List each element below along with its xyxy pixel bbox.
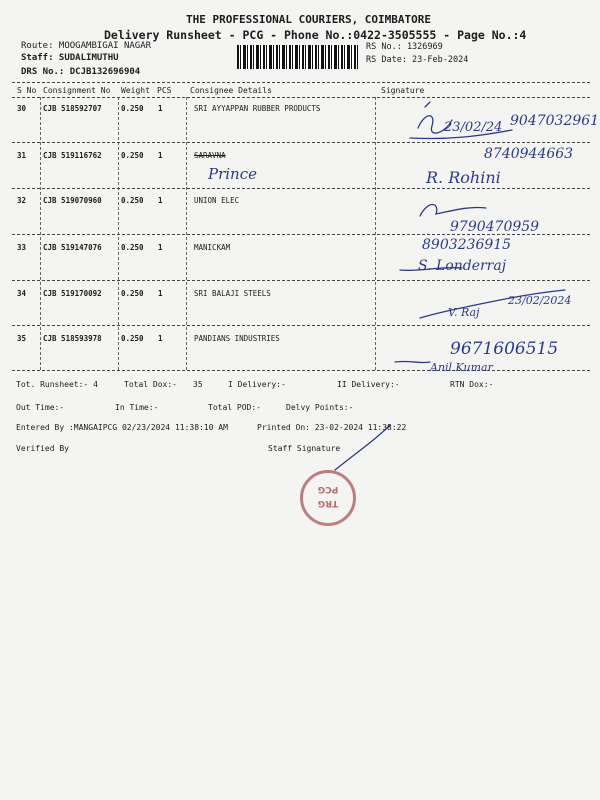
rs-number: RS No.: 1326969 — [366, 42, 443, 52]
company-stamp — [300, 470, 356, 526]
row-consignment: CJB 518592707 — [43, 104, 102, 113]
row-sno: 33 — [17, 243, 27, 252]
col-sno: S No — [17, 86, 37, 95]
row-sno: 34 — [17, 289, 27, 298]
in-time: In Time:- — [115, 403, 159, 412]
ii-delivery: II Delivery:- — [337, 380, 400, 389]
row-sno: 30 — [17, 104, 27, 113]
row-pcs: 1 — [158, 289, 163, 298]
row34-signature: V. Raj — [448, 306, 480, 319]
total-pod: Total POD:- — [208, 403, 261, 412]
row-consignee: SRI BALAJI STEELS — [194, 289, 271, 298]
row-pcs: 1 — [158, 243, 163, 252]
rs-date: RS Date: 23-Feb-2024 — [366, 55, 469, 65]
row-consignee: SRI AYYAPPAN RUBBER PRODUCTS — [194, 104, 321, 113]
row-weight: 0.250 — [121, 289, 144, 298]
row33-phone: 8903236915 — [422, 237, 512, 253]
stamp-text-trg: TRG — [317, 498, 339, 508]
row-pcs: 1 — [158, 196, 163, 205]
route-label: Route: MOOGAMBIGAI NAGAR — [21, 41, 152, 51]
row-consignee: SARAVNA — [194, 151, 226, 160]
staff-signature: Staff Signature — [268, 444, 341, 453]
entered-by: Entered By :MANGAIPCG 02/23/2024 11:38:10 AM — [16, 423, 228, 432]
total-dox-label: Total Dox:- — [124, 380, 177, 389]
col-signature: Signature — [381, 86, 425, 95]
row-sno: 35 — [17, 334, 27, 343]
row-consignment: CJB 519170092 — [43, 289, 102, 298]
row-sno: 31 — [17, 151, 27, 160]
row-consignee: MANICKAM — [194, 243, 231, 252]
col-pcs: PCS — [157, 86, 172, 95]
row-weight: 0.250 — [121, 334, 144, 343]
col-consignment: Consignment No — [43, 86, 111, 95]
row-pcs: 1 — [158, 334, 163, 343]
verified-by: Verified By — [16, 444, 69, 453]
company-title: THE PROFESSIONAL COURIERS, COIMBATORE — [186, 13, 432, 26]
row31-name: Prince — [208, 165, 257, 183]
row-sno: 32 — [17, 196, 27, 205]
i-delivery: I Delivery:- — [228, 380, 286, 389]
row-pcs: 1 — [158, 104, 163, 113]
row35-signature: Anil Kumar — [430, 361, 493, 374]
row-consignment: CJB 519147076 — [43, 243, 102, 252]
row-weight: 0.250 — [121, 151, 144, 160]
drs-label: DRS No.: DCJB132696904 — [21, 67, 141, 77]
stamp-text-pcg: PCG — [317, 484, 339, 494]
row-consignment: CJB 519116762 — [43, 151, 102, 160]
total-dox-value: 35 — [193, 380, 203, 389]
row-consignment: CJB 519070960 — [43, 196, 102, 205]
row-consignee: UNION ELEC — [194, 196, 240, 205]
col-weight: Weight — [121, 86, 150, 95]
row33-signature: S. Londerraj — [418, 258, 507, 274]
row35-phone: 9671606515 — [450, 339, 559, 359]
row30-phone: 9047032961 — [510, 113, 600, 129]
row-consignment: CJB 518593978 — [43, 334, 102, 343]
total-runsheet: Tot. Runsheet:- 4 — [16, 380, 98, 389]
row-consignee: PANDIANS INDUSTRIES — [194, 334, 280, 343]
row31-signature: R. Rohini — [426, 168, 501, 187]
out-time: Out Time:- — [16, 403, 65, 412]
row34-date: 23/02/2024 — [508, 294, 572, 307]
staff-label: Staff: SUDALIMUTHU — [21, 53, 119, 63]
row-weight: 0.250 — [121, 243, 144, 252]
delvy-points: Delvy Points:- — [286, 403, 354, 412]
rtn-dox: RTN Dox:- — [450, 380, 494, 389]
row-weight: 0.250 — [121, 104, 144, 113]
row31-phone: 8740944663 — [484, 146, 574, 162]
printed-on: Printed On: 23-02-2024 11:38:22 — [257, 423, 407, 432]
row32-phone: 9790470959 — [450, 219, 540, 235]
col-consignee: Consignee Details — [190, 86, 272, 95]
row30-date: 23/02/24 — [444, 120, 503, 135]
runsheet-subtitle: Delivery Runsheet - PCG - Phone No.:0422-3505555 - Page No.:4 — [104, 28, 527, 42]
row-weight: 0.250 — [121, 196, 144, 205]
row-pcs: 1 — [158, 151, 163, 160]
